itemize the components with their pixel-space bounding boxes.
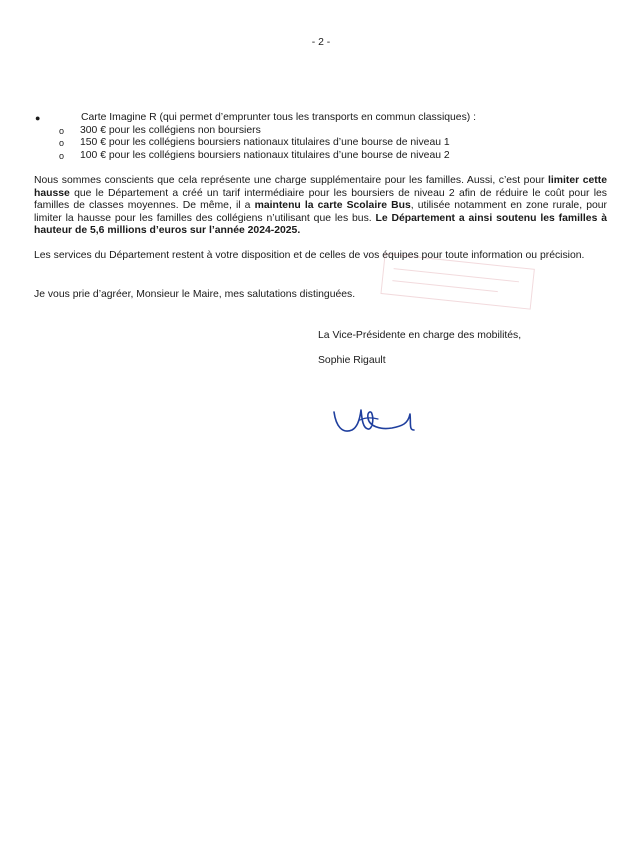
sub-list-item: [34, 150, 594, 163]
paragraph-services: Les services du Département restent à votre disposition et de celles de vos équipes pour toute information ou précision.: [34, 250, 585, 261]
fare-list: [34, 112, 594, 162]
signatory-name: Sophie Rigault: [318, 355, 386, 366]
paragraph-bold-text: Le Département a ainsi soutenu les familles à hauteur de 5,6 millions d’euros sur l’année 2024-2025.: [34, 212, 607, 237]
sub-list-item-text: 150 € pour les collégiens boursiers nationaux titulaires d’une bourse de niveau 1: [80, 137, 450, 149]
sub-list-item-text: 100 € pour les collégiens boursiers nationaux titulaires d’une bourse de niveau 2: [80, 149, 450, 161]
list-item-main: Carte Imagine R (qui permet d’emprunter tous les transports en commun classiques) :: [81, 112, 477, 123]
handwritten-signature-icon: [330, 400, 430, 455]
paragraph-bold-text: limiter cette hausse: [34, 175, 607, 199]
circle-bullet-icon: o: [59, 125, 65, 136]
sub-list: [34, 125, 594, 163]
list-item: [34, 112, 594, 125]
sub-list-item-text: 300 € pour les collégiens non boursiers: [80, 124, 261, 136]
page-number: - 2 -: [311, 37, 331, 48]
paragraph-support: [34, 175, 607, 238]
signatory-title: La Vice-Présidente en charge des mobilités,: [318, 330, 522, 341]
bullet-icon: ●: [35, 113, 41, 123]
sub-list-item: [34, 137, 594, 150]
circle-bullet-icon: o: [59, 150, 65, 161]
circle-bullet-icon: o: [59, 138, 65, 149]
paragraph-closing: Je vous prie d’agréer, Monsieur le Maire, mes salutations distinguées.: [34, 289, 356, 300]
sub-list-item: [34, 125, 594, 138]
paragraph-text: , utilisée notamment en zone rurale, pour limiter la hausse pour les familles des collégiens n’utilisant que les bus.: [34, 200, 607, 224]
paragraph-text: que le Département a créé un tarif intermédiaire pour les boursiers de niveau 2 afin de réduire le coût pour les familles de classes moyennes. De même, il a: [34, 187, 607, 212]
paragraph-text: Nous sommes conscients que cela représente une charge supplémentaire pour les familles. Aussi, c’est pour: [34, 175, 549, 186]
paragraph-bold-text: maintenu la carte Scolaire Bus: [254, 200, 411, 212]
